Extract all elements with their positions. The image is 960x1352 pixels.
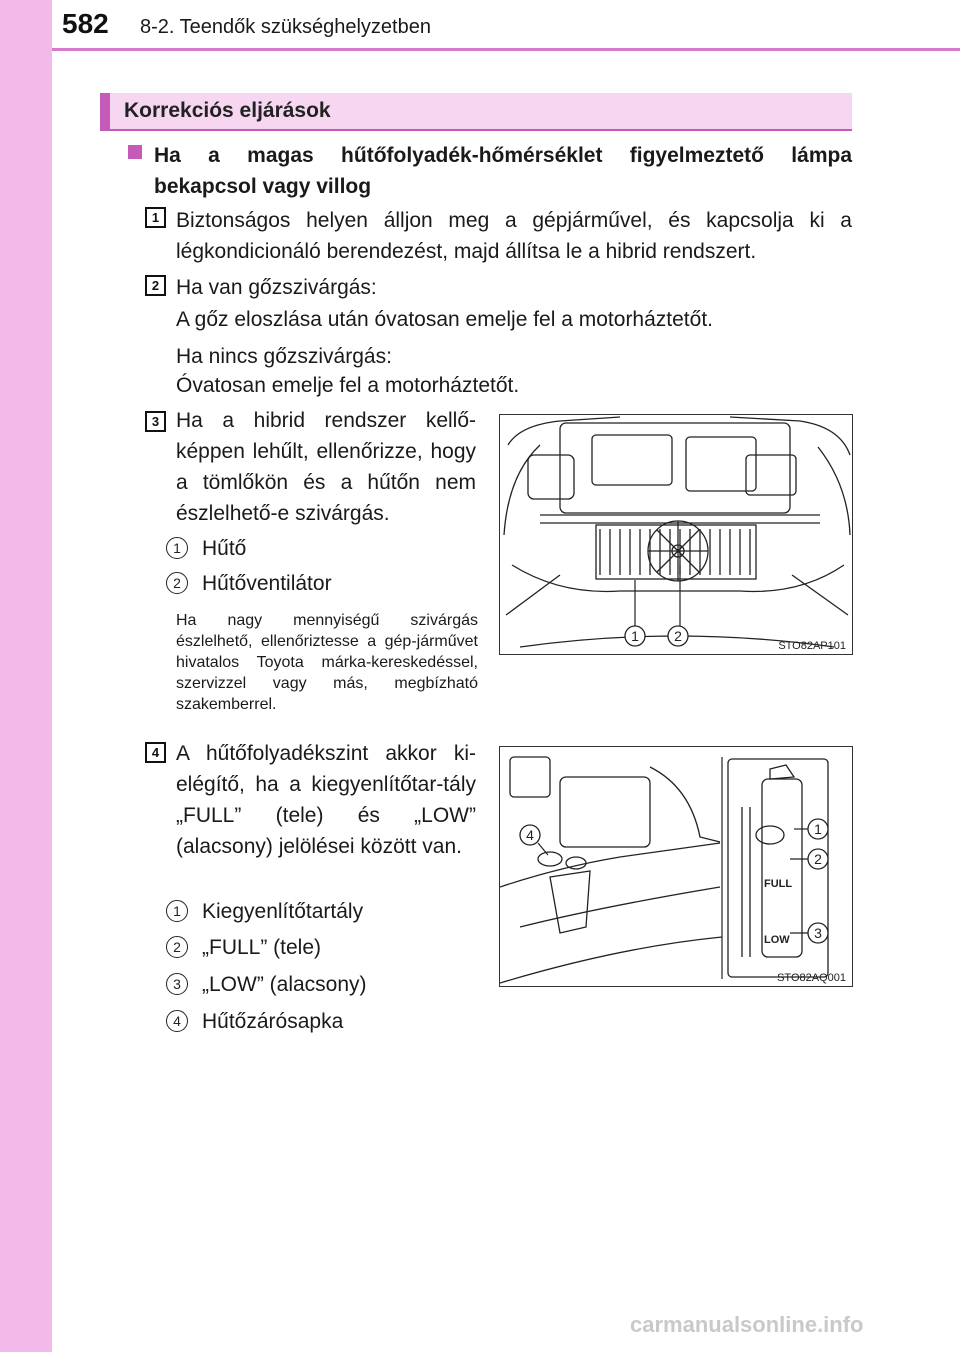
item-label: Hűtő	[202, 537, 247, 560]
full-mark-label: FULL	[764, 878, 793, 890]
callout-4-label: 4	[526, 827, 534, 843]
item-label: Hűtőventilátor	[202, 572, 332, 595]
step-4-text: A hűtőfolyadékszint akkor ki-elégítő, ha a kiegyenlítőtar-tály „FULL” (tele) és „LOW” (alacsony) jelölései között van.	[176, 742, 476, 858]
section-rule	[100, 129, 852, 131]
section-title-bar	[100, 93, 110, 129]
section-title: Korrekciós eljárások	[124, 99, 331, 122]
step-2-line-4: Óvatosan emelje fel a motorháztetőt.	[176, 374, 520, 397]
heading-bullet-icon	[128, 145, 142, 159]
engine-bay-illustration	[500, 415, 853, 655]
step-3-badge: 3	[145, 411, 166, 432]
header-rule	[52, 48, 960, 51]
item-number: 1	[166, 537, 188, 559]
item-number: 2	[166, 936, 188, 958]
item-number: 3	[166, 973, 188, 995]
figure-reservoir	[499, 746, 853, 987]
step-2-badge: 2	[145, 275, 166, 296]
step-2-line-2: A gőz eloszlása után óvatosan emelje fel a motorháztetőt.	[176, 308, 713, 331]
figure-code: STO82AQ001	[777, 972, 846, 984]
watermark: carmanualsonline.info	[630, 1312, 864, 1337]
item-label: „FULL” (tele)	[202, 936, 322, 959]
step-1-text: Biztonságos helyen álljon meg a gépjárművel, és kapcsolja ki a légkondicionáló berendezést, majd állítsa le a hibrid rendszert.	[176, 209, 852, 263]
callout-2-label: 2	[814, 851, 822, 867]
step-4-badge: 4	[145, 742, 166, 763]
step-2-line-3: Ha nincs gőzszivárgás:	[176, 345, 392, 368]
item-number: 2	[166, 572, 188, 594]
step-1-badge: 1	[145, 207, 166, 228]
step-3-note: Ha nagy mennyiségű szivárgás észlelhető, ellenőriztesse a gép-járművet hivatalos Toyota márka-kereskedéssel, szervizzel vagy más, megbízható szakemberrel.	[176, 612, 478, 713]
figure-code: STO82AP101	[778, 640, 846, 652]
procedure-heading: Ha a magas hűtőfolyadék-hőmérséklet figyelmeztető lámpa bekapcsol vagy villog	[154, 144, 852, 198]
step-2-line-1: Ha van gőzszivárgás:	[176, 276, 377, 299]
callout-1-label: 1	[814, 821, 822, 837]
item-number: 4	[166, 1010, 188, 1032]
callout-1-label: 1	[631, 628, 639, 644]
step-3-text: Ha a hibrid rendszer kellő-képpen lehűlt, ellenőrizze, hogy a tömlőkön és a hűtőn nem észlelhető-e szivárgás.	[176, 409, 476, 525]
low-mark-label: LOW	[764, 934, 790, 946]
callout-3-label: 3	[814, 925, 822, 941]
page-number: 582	[62, 8, 109, 39]
chapter-title: 8-2. Teendők szükséghelyzetben	[140, 16, 431, 38]
figure-engine-bay	[499, 414, 853, 655]
item-label: Hűtőzárósapka	[202, 1010, 344, 1033]
reservoir-illustration	[500, 747, 853, 987]
item-label: Kiegyenlítőtartály	[202, 900, 364, 923]
item-label: „LOW” (alacsony)	[202, 973, 367, 996]
callout-2-label: 2	[674, 628, 682, 644]
item-number: 1	[166, 900, 188, 922]
side-color-band	[0, 0, 52, 1352]
